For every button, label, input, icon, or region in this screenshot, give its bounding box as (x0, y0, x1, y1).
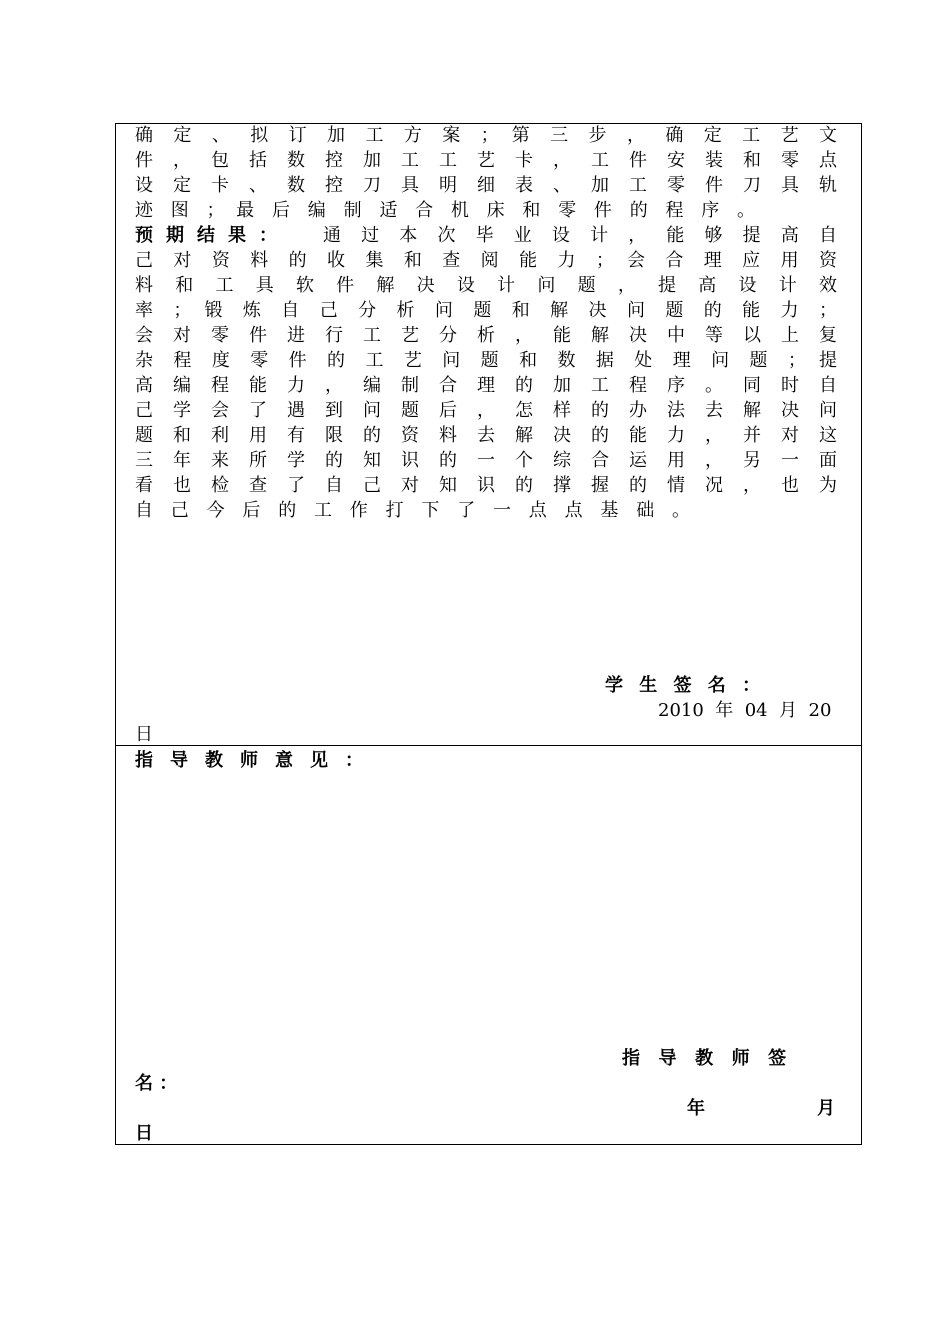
expected-result-label: 预期结果： (135, 225, 290, 246)
day-label: 日 (135, 724, 153, 745)
text-line: 己 学 会 了 遇 到 问 题 后 ， 怎 样 的 办 法 去 解 决 问 (135, 400, 837, 421)
text-line: 高 编 程 能 力 ， 编 制 合 理 的 加 工 程 序 。 同 时 自 (135, 375, 837, 396)
day-label: 日 (135, 1123, 153, 1144)
submission-date: 2010 年 04 月 20 (658, 700, 832, 721)
text-line: 料 和 工 具 软 件 解 决 设 计 问 题 ， 提 高 设 计 效 (135, 275, 837, 296)
text-line: 设 定 卡 、 数 控 刀 具 明 细 表 、 加 工 零 件 刀 具 轨 (135, 175, 837, 196)
text-line: 题 和 利 用 有 限 的 资 料 去 解 决 的 能 力 ， 并 对 这 (135, 425, 837, 446)
year-label: 年 (687, 1098, 705, 1119)
student-signature-label: 学 生 签 名 ： (605, 675, 766, 696)
text-line: 确 定 、 拟 订 加 工 方 案 ； 第 三 步 ， 确 定 工 艺 文 (135, 125, 837, 146)
advisor-opinion-title: 指导教师意见： (135, 750, 380, 771)
text-line: 通 过 本 次 毕 业 设 计 ， 能 够 提 高 自 (323, 225, 837, 246)
advisor-signature-label-tail: 名 ： (135, 1073, 178, 1094)
text-line: 看 也 检 查 了 自 己 对 知 识 的 撑 握 的 情 况 ， 也 为 (135, 475, 837, 496)
month-label: 月 (817, 1098, 835, 1119)
text-line: 三 年 来 所 学 的 知 识 的 一 个 综 合 运 用 ， 另 一 面 (135, 450, 837, 471)
section-divider (115, 745, 862, 746)
text-line: 迹 图 ； 最 后 编 制 适 合 机 床 和 零 件 的 程 序 。 (135, 200, 755, 221)
text-line: 自 己 今 后 的 工 作 打 下 了 一 点 点 基 础 。 (135, 500, 690, 521)
text-line: 会 对 零 件 进 行 工 艺 分 析 ， 能 解 决 中 等 以 上 复 (135, 325, 837, 346)
advisor-signature-label: 指 导 教 师 签 (622, 1048, 789, 1069)
text-line: 件 ， 包 括 数 控 加 工 工 艺 卡 ， 工 件 安 装 和 零 点 (135, 150, 837, 171)
text-line: 杂 程 度 零 件 的 工 艺 问 题 和 数 据 处 理 问 题 ； 提 (135, 350, 837, 371)
text-line: 己 对 资 料 的 收 集 和 查 阅 能 力 ； 会 合 理 应 用 资 (135, 250, 837, 271)
text-line: 率 ； 锻 炼 自 己 分 析 问 题 和 解 决 问 题 的 能 力 ； (135, 300, 837, 321)
